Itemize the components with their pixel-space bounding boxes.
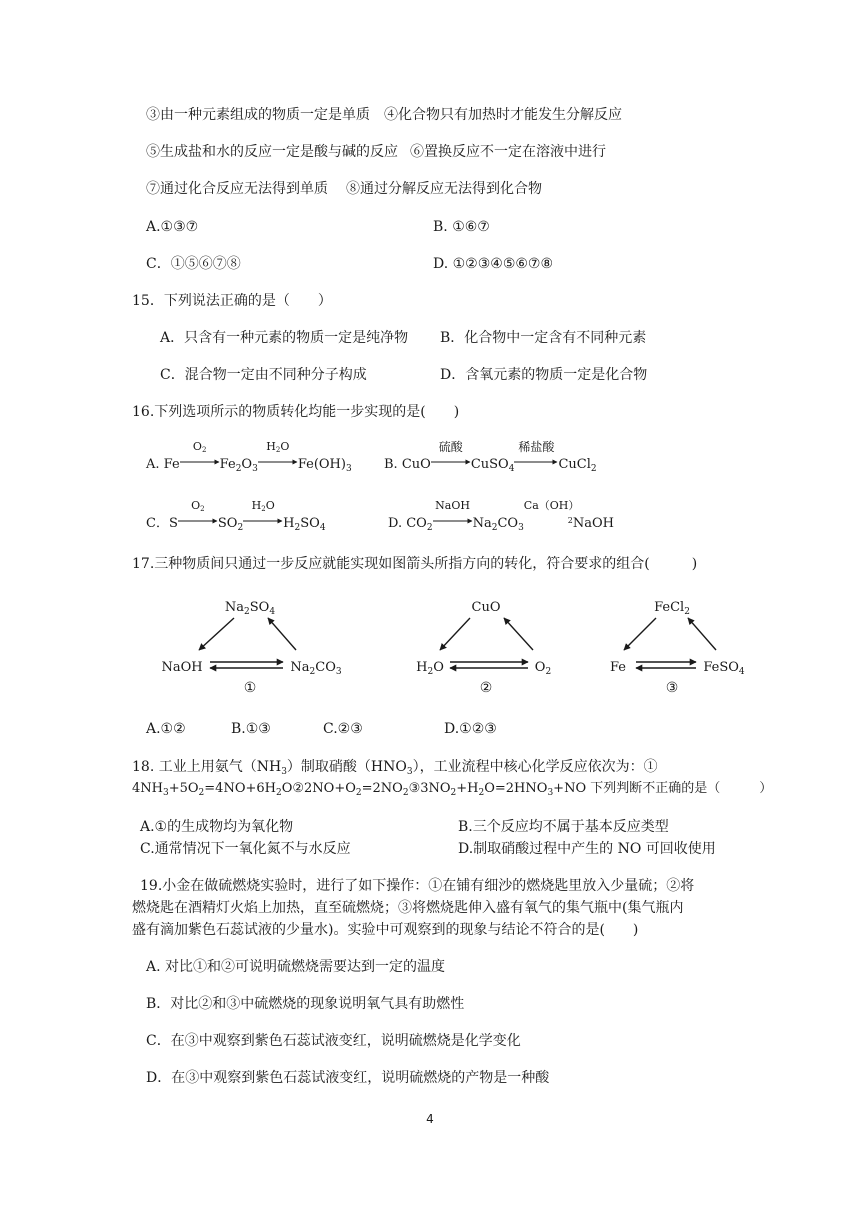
q14-statement-3: ③由一种元素组成的物质一定是单质 bbox=[146, 107, 370, 123]
q16-b-intermediate: CuSO$_4$ bbox=[470, 457, 515, 474]
q17-diagram-2 bbox=[406, 592, 576, 700]
arrow-right-icon bbox=[178, 516, 218, 526]
d1-left-label: NaOH bbox=[161, 660, 203, 675]
q18-subscript: 2 bbox=[478, 788, 485, 798]
arrow-right-icon bbox=[433, 516, 473, 526]
q14-option-a: A.①③⑦ bbox=[146, 219, 199, 235]
q18-subscript: 2 bbox=[355, 788, 362, 798]
d3-left-label: Fe bbox=[609, 660, 627, 675]
q18-equation-text: =4NO+6H bbox=[204, 781, 276, 796]
q14-statement-8: ⑧通过分解反应无法得到化合物 bbox=[346, 181, 542, 197]
d2-number: ② bbox=[479, 680, 493, 696]
q18-subscript: 3 bbox=[547, 788, 554, 798]
q16-d-condition-2: Ca（OH） bbox=[523, 499, 580, 512]
q16-c-product: $H_2SO_4$ bbox=[283, 516, 326, 533]
q16-d-arrow-1 bbox=[433, 499, 473, 533]
d1-arrow-top-to-left bbox=[199, 618, 234, 650]
q15-option-b: B．化合物中一定含有不同种元素 bbox=[440, 330, 647, 346]
q14-statement-4: ④化合物只有加热时才能发生分解反应 bbox=[384, 107, 622, 123]
q16-a-product: $Fe(OH)_3$ bbox=[297, 457, 352, 474]
d3-arrow-top-to-left bbox=[624, 618, 656, 650]
d3-arrow-right-to-top bbox=[688, 618, 716, 650]
q14-option-c: C．①⑤⑥⑦⑧ bbox=[146, 256, 241, 272]
d1-top-label: $Na_2SO_4$ bbox=[224, 600, 276, 617]
q16-d-coefficient: 2 bbox=[567, 516, 573, 525]
q18-option-c: C.通常情况下一氧化氮不与水反应 bbox=[140, 841, 351, 857]
q19-line-1: 19.小金在做硫燃烧实验时，进行了如下操作：①在铺有细沙的燃烧匙里放入少量硫；②将 bbox=[140, 878, 695, 894]
q16-c-condition-2: $H_2O$ bbox=[251, 499, 275, 513]
q16-option-c bbox=[146, 499, 326, 533]
d3-top-label: FeCl$_2$ bbox=[654, 600, 690, 617]
q18-equation-text: O=2HNO bbox=[484, 781, 548, 796]
q16-c-condition-1: $O_2$ bbox=[191, 499, 205, 513]
q16-b-arrow-1 bbox=[431, 440, 471, 474]
d1-right-label: $Na_2CO_3$ bbox=[290, 660, 342, 677]
q14-option-b: B. ①⑥⑦ bbox=[433, 219, 490, 235]
q16-d-label: D. bbox=[388, 516, 407, 531]
q18-equation-text: +NO 下列判断不正确的是（ ） bbox=[553, 781, 773, 796]
q16-a-intermediate: $Fe_2O_3$ bbox=[219, 457, 258, 474]
q16-a-label: A. bbox=[146, 457, 164, 472]
q18-subscript: 2 bbox=[198, 788, 205, 798]
q16-a-arrow-1 bbox=[180, 440, 220, 474]
d2-arrow-top-to-left bbox=[440, 618, 470, 650]
q16-b-product: CuCl$_2$ bbox=[558, 457, 597, 474]
q16-d-reactant: $CO_2$ bbox=[406, 516, 433, 533]
q16-stem: 16.下列选项所示的物质转化均能一步实现的是( ) bbox=[132, 404, 460, 420]
q16-a-reactant: Fe bbox=[163, 457, 180, 472]
arrow-right-icon bbox=[243, 516, 283, 526]
q19-option-a: A. 对比①和②可说明硫燃烧需要达到一定的温度 bbox=[146, 959, 446, 975]
q14-statement-5: ⑤生成盐和水的反应一定是酸与碱的反应 bbox=[146, 144, 398, 160]
q18-subscript: 2 bbox=[275, 788, 282, 798]
q15-stem: 15．下列说法正确的是（ ） bbox=[132, 293, 332, 309]
q16-b-reactant: CuO bbox=[401, 457, 431, 472]
q16-c-reactant: S bbox=[168, 516, 178, 531]
q17-option-d: D.①②③ bbox=[444, 721, 497, 737]
q16-c-label: C． bbox=[146, 516, 169, 531]
q16-d-intermediate: $Na_2CO_3$ bbox=[472, 516, 524, 533]
q17-option-c: C.②③ bbox=[323, 721, 363, 737]
q16-a-condition-2: $H_2O$ bbox=[266, 440, 290, 454]
q14-statements-5-6 bbox=[146, 143, 606, 161]
q16-d-product: NaOH bbox=[572, 516, 615, 531]
q18-equation-text: =2NO bbox=[361, 781, 403, 796]
arrow-right-icon bbox=[514, 457, 558, 467]
q18-subscript: 2 bbox=[450, 788, 457, 798]
q14-statements-3-4 bbox=[146, 106, 622, 124]
q14-statements-7-8 bbox=[146, 180, 542, 198]
q18-equation-text: 4NH bbox=[132, 781, 163, 796]
q17-option-a: A.①② bbox=[146, 721, 186, 737]
q18-line-1: 18. 工业上用氨气$(NH_3)$制取硝酸$(HNO_3)$，工业流程中核心化学反应依次为：① bbox=[132, 759, 658, 777]
arrow-right-icon bbox=[180, 457, 220, 467]
q16-d-condition-1: NaOH bbox=[435, 499, 470, 512]
q17-diagram-1 bbox=[150, 592, 342, 700]
q18-equation-text: +H bbox=[456, 781, 479, 796]
q19-line-3: 盛有滴加紫色石蕊试液的少量水)。实验中可观察到的现象与结论不符合的是( ) bbox=[132, 922, 639, 938]
q15-option-c: C．混合物一定由不同种分子构成 bbox=[160, 367, 367, 383]
q17-option-b: B.①③ bbox=[231, 721, 271, 737]
q16-c-arrow-1 bbox=[178, 499, 218, 533]
q18-line-2 bbox=[132, 780, 772, 798]
q18-subscript: 3 bbox=[162, 788, 169, 798]
q18-equation-text: +5O bbox=[168, 781, 199, 796]
q16-c-intermediate: $SO_2$ bbox=[217, 516, 244, 533]
d2-right-label: $O_2$ bbox=[534, 660, 552, 677]
arrow-right-icon bbox=[258, 457, 298, 467]
q18-equation-text: ③3NO bbox=[408, 781, 451, 796]
q15-option-d: D．含氧元素的物质一定是化合物 bbox=[440, 367, 648, 383]
q16-option-a bbox=[146, 440, 352, 474]
q16-b-label: B. bbox=[384, 457, 402, 472]
q14-statement-6: ⑥置换反应不一定在溶液中进行 bbox=[410, 144, 606, 160]
d1-arrow-right-to-top bbox=[268, 618, 296, 650]
q19-option-c: C．在③中观察到紫色石蕊试液变红，说明硫燃烧是化学变化 bbox=[146, 1033, 521, 1049]
q16-b-condition-1: 硫酸 bbox=[438, 440, 463, 454]
q17-diagram-3 bbox=[598, 592, 758, 700]
q18-subscript: 2 bbox=[402, 788, 409, 798]
q16-a-arrow-2 bbox=[258, 440, 298, 474]
q18-option-d: D.制取硝酸过程中产生的 NO 可回收使用 bbox=[458, 841, 716, 857]
d2-top-label: CuO bbox=[471, 600, 501, 615]
q15-option-a: A．只含有一种元素的物质一定是纯净物 bbox=[160, 330, 409, 346]
d3-right-label: FeSO$_4$ bbox=[703, 660, 745, 677]
q19-option-b: B．对比②和③中硫燃烧的现象说明氧气具有助燃性 bbox=[146, 996, 465, 1012]
q18-equation-text: O②2NO+O bbox=[281, 781, 356, 796]
page-number: 4 bbox=[426, 1112, 434, 1126]
q14-statement-7: ⑦通过化合反应无法得到单质 bbox=[146, 181, 328, 197]
arrow-right-icon bbox=[431, 457, 471, 467]
q16-c-arrow-2 bbox=[243, 499, 283, 533]
d2-arrow-right-to-top bbox=[504, 618, 533, 650]
q16-option-b bbox=[384, 440, 597, 474]
q16-a-condition-1: $O_2$ bbox=[192, 440, 207, 454]
q14-option-d: D. ①②③④⑤⑥⑦⑧ bbox=[433, 256, 554, 272]
q16-d-arrow-2 bbox=[523, 499, 580, 533]
q19-line-2: 燃烧匙在酒精灯火焰上加热，直至硫燃烧；③将燃烧匙伸入盛有氧气的集气瓶中(集气瓶内 bbox=[132, 900, 684, 916]
q18-option-b: B.三个反应均不属于基本反应类型 bbox=[458, 819, 669, 835]
d3-number: ③ bbox=[665, 680, 679, 696]
q19-option-d: D．在③中观察到紫色石蕊试液变红，说明硫燃烧的产物是一种酸 bbox=[146, 1070, 550, 1086]
d1-number: ① bbox=[243, 680, 257, 696]
q16-b-condition-2: 稀盐酸 bbox=[518, 440, 555, 454]
q16-b-arrow-2 bbox=[514, 440, 558, 474]
q16-option-d bbox=[388, 499, 615, 533]
d2-left-label: $H_2O$ bbox=[416, 660, 444, 677]
q17-stem: 17.三种物质间只通过一步反应就能实现如图箭头所指方向的转化，符合要求的组合( ) bbox=[132, 556, 698, 572]
q18-option-a: A.①的生成物均为氧化物 bbox=[140, 819, 294, 835]
